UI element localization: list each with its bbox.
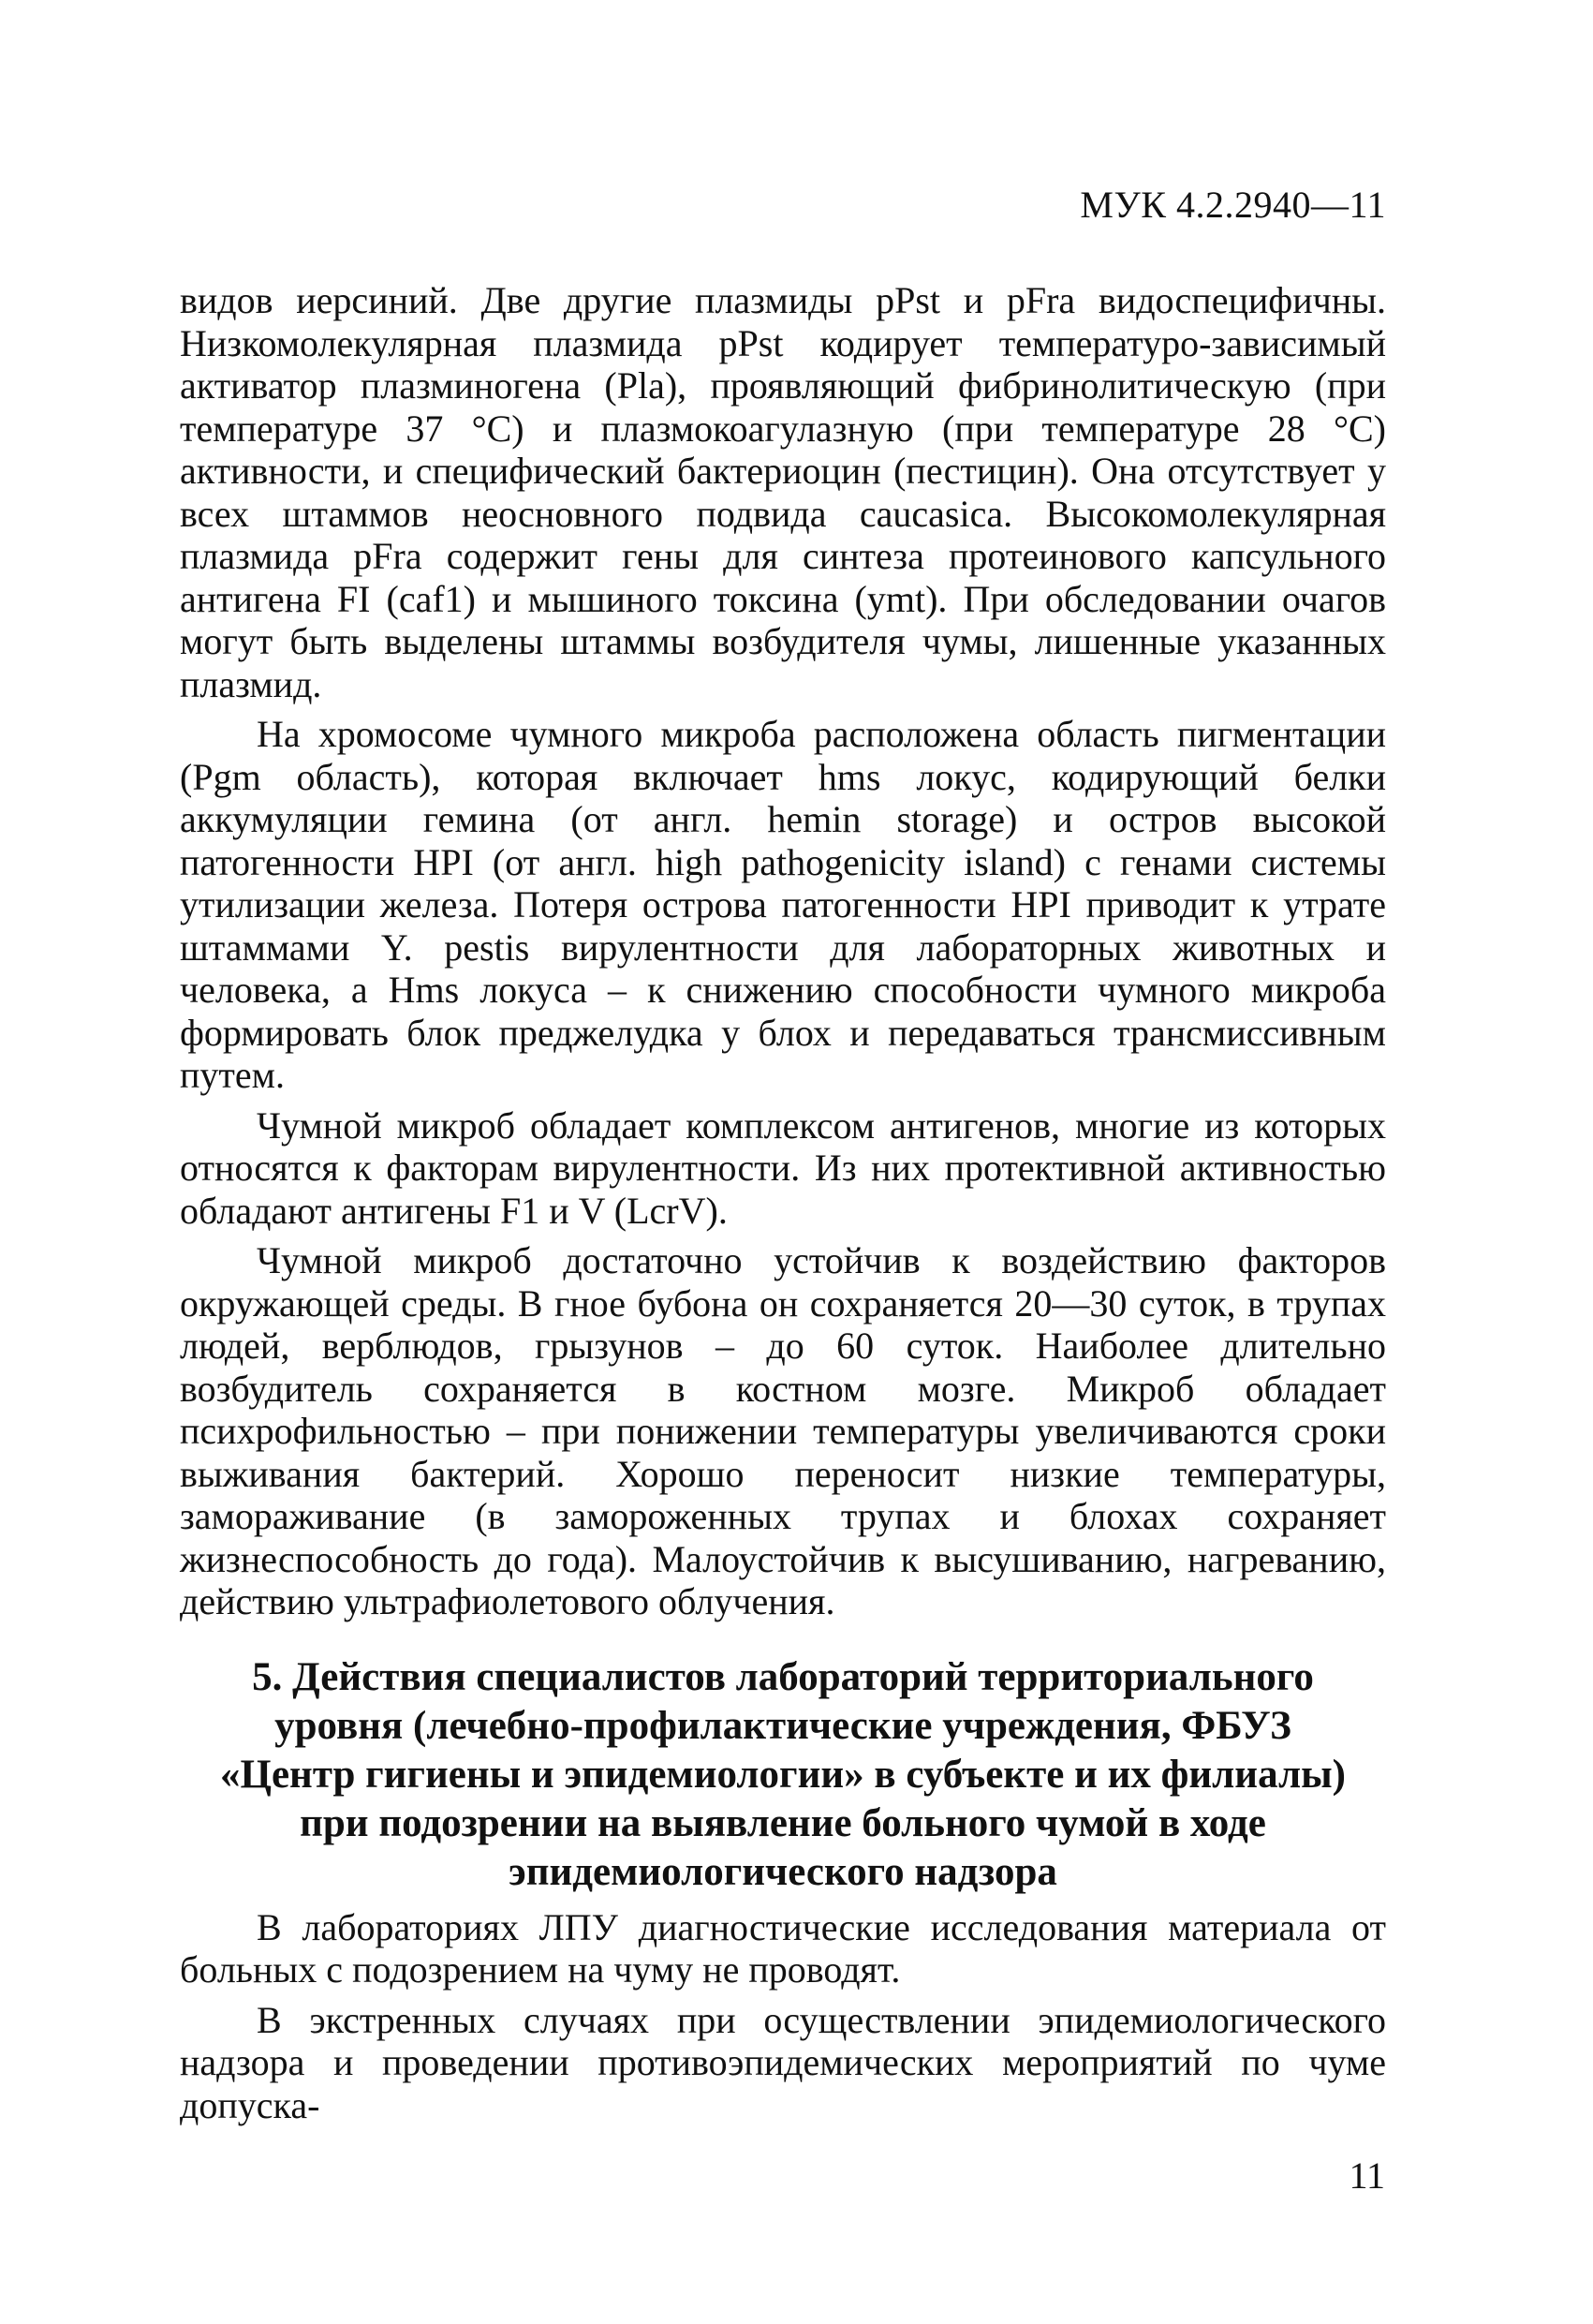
paragraph-lpu-labs: В лабораториях ЛПУ диагностические исследования материала от больных с подозрением на чуму не проводят.	[180, 1905, 1386, 1991]
page-number: 11	[1349, 2154, 1385, 2197]
document-code-header: МУК 4.2.2940—11	[1080, 184, 1386, 226]
paragraph-antigens: Чумной микроб обладает комплексом антигенов, многие из которых относятся к факторам вирулентности. Из них протективной активностью обладают антигены F1 и V (LcrV).	[180, 1103, 1386, 1232]
section-heading: 5. Действия специалистов лабораторий территориального уровня (лечебно-профилактические учреждения, ФБУЗ «Центр гигиены и эпидемиологии» в субъекте и их филиалы) при подозрении на выявление больного чумой в ходе эпидемиологического надзора	[220, 1654, 1346, 1894]
page-body	[180, 279, 1386, 2126]
paragraph-emergency-cases: В экстренных случаях при осуществлении эпидемиологического надзора и проведении противоэпидемических мероприятий по чуме допуска-	[180, 1998, 1386, 2126]
paragraph-resistance: Чумной микроб достаточно устойчив к воздействию факторов окружающей среды. В гное бубона он сохраняется 20—30 суток, в трупах людей, верблюдов, грызунов – до 60 суток. Наиболее длительно возбудитель сохраняется в костном мозге. Микроб обладает психрофильностью – при понижении температуры увеличиваются сроки выживания бактерий. Хорошо переносит низкие температуры, замораживание (в замороженных трупах и блохах сохраняет жизнеспособность до года). Малоустойчив к высушиванию, нагреванию, действию ультрафиолетового облучения.	[180, 1239, 1386, 1622]
paragraph-pigmentation: На хромосоме чумного микроба расположена область пигментации (Pgm область), которая включает hms локус, кодирующий белки аккумуляции гемина (от англ. hemin storage) и остров высокой патогенности HPI (от англ. high pathogenicity island) с генами системы утилизации железа. Потеря острова патогенности HPI приводит к утрате штаммами Y. pestis вирулентности для лабораторных животных и человека, а Hms локуса – к снижению способности чумного микроба формировать блок преджелудка у блох и передаваться трансмиссивным путем.	[180, 713, 1386, 1096]
paragraph-plasmids: видов иерсиний. Две другие плазмиды pPst и pFra видоспецифичны. Низкомолекулярная плазмида pPst кодирует температуро-зависимый активатор плазминогена (Pla), проявляющий фибринолитическую (при температуре 37 °С) и плазмокоагулазную (при температуре 28 °С) активности, и специфический бактериоцин (пестицин). Она отсутствует у всех штаммов неосновного подвида caucasica. Высокомолекулярная плазмида pFra содержит гены для синтеза протеинового капсульного антигена FI (caf1) и мышиного токсина (ymt). При обследовании очагов могут быть выделены штаммы возбудителя чумы, лишенные указанных плазмид.	[180, 279, 1386, 705]
